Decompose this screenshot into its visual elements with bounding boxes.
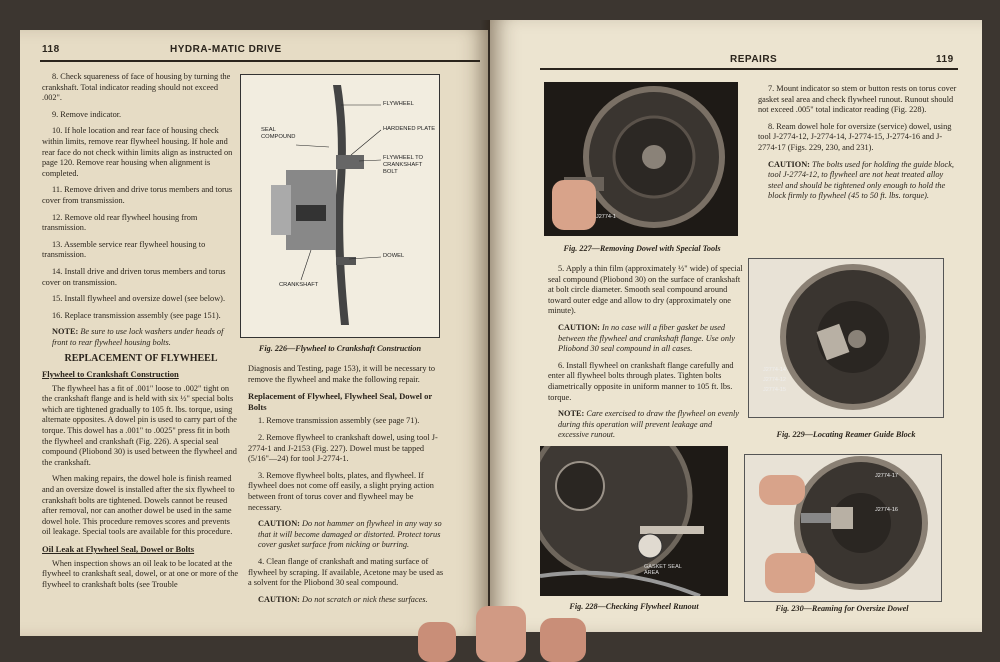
step-11: 11. Remove driven and drive torus members and torus cover from transmission. [42, 185, 233, 205]
step-5: 5. Apply a thin film (approximately ½" wide) of special seal compound (Pliobond 30) on the surface of crankshaft at bolt circle diameter. Smooth seal compound around toward outer edge and allow to dry (approximately one minute). [548, 264, 743, 316]
figure-226-caption: Fig. 226—Flywheel to Crankshaft Construction [258, 344, 422, 353]
step-14: 14. Install drive and driven torus members and torus cover on transmission. [42, 266, 226, 287]
step-4: 4. Clean flange of crankshaft and mating surface of flywheel by scraping. If available, Acetone may be used as a solvent for the Pliobond 30 seal compound. [248, 556, 444, 588]
step-12: 12. Remove old rear flywheel housing from transmission. [42, 212, 198, 233]
caution-fiber-text: In no case will a fiber gasket be used between the flywheel and crankshaft flange. Use only Pliobond 30 seal compound in all cases. [558, 322, 735, 354]
left-page [20, 30, 488, 636]
tool-tag-229-b: J2774-12 [763, 377, 786, 383]
step-16: 16. Replace transmission assembly (see page 151). [52, 310, 221, 320]
figure-228-photo [540, 446, 728, 596]
note [42, 327, 240, 348]
left-column-2 [248, 364, 448, 611]
paragraph-repairs: When making repairs, the dowel hole is finish reamed and an oversize dowel is installed after the six flywheel to crankshaft bolts are tightened. Dowels cannot be reused after removal, nor can another dowel be used in the same dowel hole. This procedure removes scores and prevents oil leakage. Special tools are available for this procedure. [42, 474, 235, 537]
finger-middle [476, 606, 526, 662]
tool-tag-229-a: J2774-14 [763, 367, 786, 373]
step-1: 1. Remove transmission assembly (see page 71). [258, 416, 420, 426]
figure-227-caption: Fig. 227—Removing Dowel with Special Tools [563, 244, 721, 253]
step-8-ream: 8. Ream dowel hole for oversize (service) dowel, using tool J-2774-12, J-2774-14, J-2774-15, J-2774-16 and J-2774-17 (Figs. 229, 230, and 231). [758, 121, 952, 152]
step-3: 3. Remove flywheel bolts, plates, and flywheel. If flywheel does not come off easily, a slight prying action between front of torus cover and flywheel may be necessary. [248, 470, 434, 512]
section-title: REPLACEMENT OF FLYWHEEL [64, 353, 218, 365]
label-seal-compound: SEAL COMPOUND [261, 127, 296, 140]
left-header-rule [40, 60, 480, 62]
subsection-replacement: Replacement of Flywheel, Flywheel Seal, Dowel or Bolts [248, 391, 433, 412]
right-page [490, 20, 982, 632]
tool-tag-230-a: J2774-17 [875, 473, 898, 479]
note-text: Be sure to use lock washers under heads of front to rear flywheel housing bolts. [52, 327, 224, 347]
caution-guide-text: The bolts used for holding the guide block, tool J-2774-12, to flywheel are not heat treated alloy steel and should be tightened only enough to hold the block firmly to flywheel (45 to 50 ft. lbs. torque). [768, 159, 954, 201]
gasket-seal-area-label: GASKET SEAL AREA [644, 564, 682, 576]
tool-tag-230-b: J2774-16 [875, 507, 898, 513]
label-dowel: DOWEL [383, 253, 405, 259]
note-label: NOTE: [52, 327, 79, 337]
right-running-head: REPAIRS [730, 54, 778, 65]
finger-right [540, 618, 586, 662]
step-10: 10. If hole location and rear face of housing check within limits, remove rear flywheel housing. If hole and rear face do not check within limits align as instructed on page 120. Remove rear housing when alignment is completed. [42, 126, 233, 178]
figure-228-caption: Fig. 228—Checking Flywheel Runout [569, 602, 699, 611]
label-hardened-plate: HARDENED PLATE [383, 126, 436, 132]
caution-fiber-label: CAUTION: [558, 322, 600, 332]
right-header-rule [540, 68, 958, 70]
caution-2-label: CAUTION: [258, 594, 300, 604]
paragraph-inspection: When inspection shows an oil leak to be located at the flywheel to crankshaft seal, dowel, or at one or more of the flywheel to crankshaft bolts (see Trouble [42, 558, 239, 589]
step-7: 7. Mount indicator so stem or button rests on torus cover gasket seal area and check flywheel runout. Runout should not exceed .005" total indicator reading (Fig. 228). [758, 84, 957, 115]
caution-fiber-gasket [548, 323, 744, 355]
finger-left [418, 622, 456, 662]
caution-1-label: CAUTION: [258, 519, 300, 529]
figure-230-caption: Fig. 230—Reaming for Oversize Dowel [775, 604, 909, 613]
left-running-head: HYDRA-MATIC DRIVE [170, 44, 282, 55]
paragraph-fit: The flywheel has a fit of .001" loose to .002" tight on the crankshaft flange and is held with six ½" special bolts which are tightened gradually to 105 ft. lbs. torque, using alternate opposites. A dowel pin is used to carry part of the torque. This dowel has a .001" to .0025" press fit in both the flywheel and crankshaft (Fig. 226). A special seal compound (Pliobond 30) is used between the flywheel and the crankshaft. [42, 383, 237, 467]
caution-1-text: Do not hammer on flywheel in any way so that it will become damaged or distorted. Protect torus cover gasket surface from nicking or burring. [258, 519, 442, 550]
paragraph-continued: Diagnosis and Testing, page 153), it will be necessary to remove the flywheel and make the following repair. [248, 364, 436, 384]
caution-guide-label: CAUTION: [768, 159, 810, 169]
label-flywheel: FLYWHEEL [383, 101, 414, 107]
caution-2 [248, 595, 448, 606]
label-flywheel-bolt: FLYWHEEL TO CRANKSHAFT BOLT [383, 155, 424, 175]
hand [552, 180, 596, 230]
note-runout [548, 409, 744, 441]
caution-2-text: Do not scratch or nick these surfaces. [302, 594, 428, 604]
left-column-1 [42, 72, 240, 596]
flywheel-photo-228 [540, 446, 728, 596]
step-8: 8. Check squareness of face of housing by turning the crankshaft. Total indicator reading should not exceed .002". [42, 72, 231, 103]
left-page-number: 118 [42, 44, 60, 55]
figure-226-diagram [240, 74, 440, 338]
note-runout-label: NOTE: [558, 409, 585, 419]
right-column-1 [548, 264, 744, 447]
flywheel-crankshaft-drawing [241, 75, 439, 337]
subsection-oil-leak: Oil Leak at Flywheel Seal, Dowel or Bolts [42, 543, 195, 554]
right-page-number: 119 [936, 54, 954, 65]
figure-227-photo [544, 82, 738, 236]
step-6: 6. Install flywheel on crankshaft flange carefully and enter all flywheel bolts through plates. Tighten bolts diametrically opposite in uniform manner to 105 ft. lbs. torque. [548, 360, 734, 402]
step-2: 2. Remove flywheel to crankshaft dowel, using tool J-2774-1 and J-2153 (Fig. 227). Dowel must be tapped (5/16"—24) for tool J-2774-1. [248, 432, 438, 464]
tool-tag-227: J2774-1 [596, 214, 616, 220]
figure-230-photo [744, 454, 942, 602]
label-crankshaft: CRANKSHAFT [279, 282, 319, 288]
right-column-2 [758, 84, 958, 208]
tool-tag-229-c: J2774-15 [763, 387, 786, 393]
figure-229-photo [748, 258, 944, 418]
note-runout-text: Care exercised to draw the flywheel on evenly during this operation will prevent leakage and excessive runout. [558, 409, 739, 440]
hand-lower [765, 553, 815, 593]
step-9: 9. Remove indicator. [52, 109, 122, 119]
step-13: 13. Assemble service rear flywheel housing to transmission. [42, 239, 206, 260]
hand-upper [759, 475, 805, 505]
figure-229-caption: Fig. 229—Locating Reamer Guide Block [776, 430, 916, 439]
caution-guide-block [758, 160, 958, 202]
step-15: 15. Install flywheel and oversize dowel (see below). [52, 294, 226, 304]
flywheel-photo-229 [749, 259, 943, 417]
caution-1 [248, 519, 448, 551]
subsection-construction: Flywheel to Crankshaft Construction [42, 369, 179, 380]
